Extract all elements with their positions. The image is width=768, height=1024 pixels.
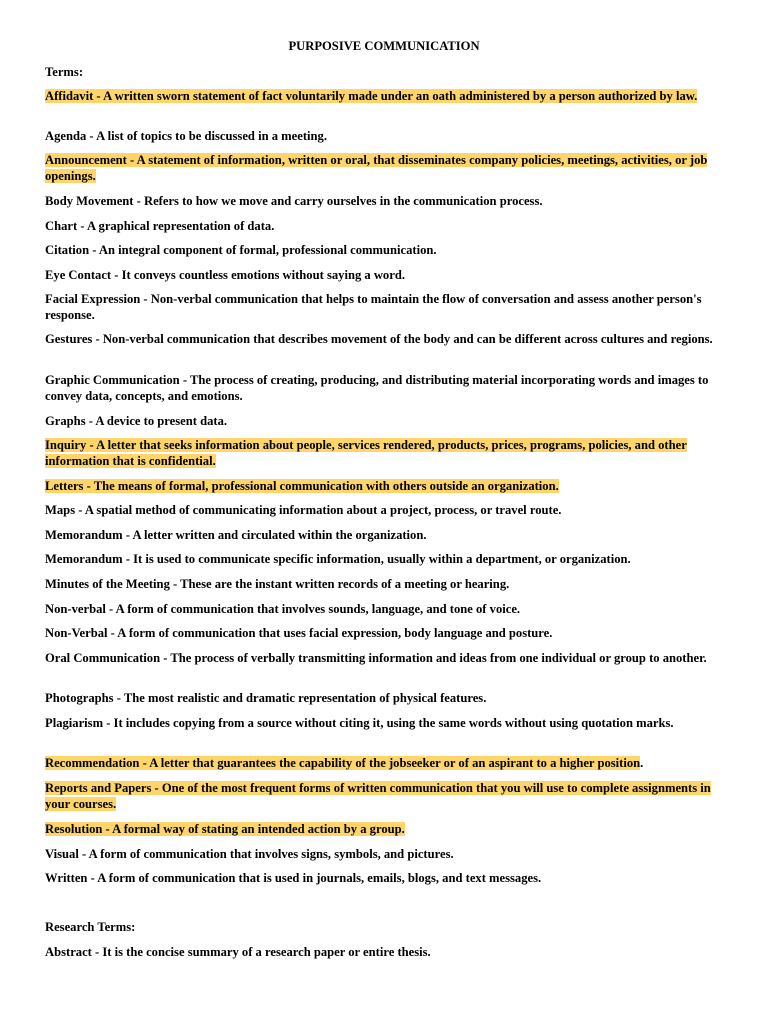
term-entry [45,88,723,104]
term-entry [45,650,723,666]
term-text: Photographs - The most realistic and dramatic representation of physical features. [45,691,487,705]
term-entry [45,413,723,429]
term-text: Minutes of the Meeting - These are the instant written records of a meeting or hearing. [45,577,510,591]
term-entry [45,870,723,886]
term-text: Oral Communication - The process of verbally transmitting information and ideas from one individual or group to another. [45,651,707,665]
term-text: Graphic Communication - The process of creating, producing, and distributing material incorporating words and images to convey data, concepts, and emotions. [45,373,709,403]
research-terms-heading: Research Terms: [45,920,136,934]
term-text: Eye Contact - It conveys countless emotions without saying a word. [45,268,405,282]
term-entry [45,576,723,592]
term-entry [45,193,723,209]
term-text: Letters - The means of formal, professional communication with others outside an organization. [45,479,559,493]
term-text: Facial Expression - Non-verbal communication that helps to maintain the flow of conversation and assess another person's response. [45,292,702,322]
term-entry [45,218,723,234]
term-text: Non-verbal - A form of communication that involves sounds, language, and tone of voice. [45,602,521,616]
term-entry [45,715,723,731]
term-entry [45,601,723,617]
term-entry [45,690,723,706]
term-text: Recommendation - A letter that guarantees the capability of the jobseeker or of an aspirant to a higher position [45,756,641,770]
term-entry [45,780,723,812]
term-entry [45,437,723,469]
term-text: Non-Verbal - A form of communication that uses facial expression, body language and posture. [45,626,553,640]
term-text: Body Movement - Refers to how we move and carry ourselves in the communication process. [45,194,543,208]
term-entry [45,128,723,144]
term-entry [45,372,723,404]
term-entry [45,331,723,347]
term-text: Resolution - A formal way of stating an intended action by a group. [45,822,405,836]
term-entry [45,291,723,323]
term-entry [45,242,723,258]
term-text: Plagiarism - It includes copying from a source without citing it, using the same words without using quotation marks. [45,716,674,730]
term-entry [45,846,723,862]
term-entry [45,152,723,184]
term-text: Maps - A spatial method of communicating information about a project, process, or travel route. [45,503,562,517]
term-text: Announcement - A statement of information, written or oral, that disseminates company policies, meetings, activities, or job openings. [45,153,708,183]
term-text: Affidavit - A written sworn statement of fact voluntarily made under an oath administered by a person authorized by law. [45,89,698,103]
term-entry [45,267,723,283]
term-entry [45,821,723,837]
term-text: Memorandum - It is used to communicate specific information, usually within a department, or organization. [45,552,631,566]
term-entry [45,502,723,518]
term-text: Reports and Papers - One of the most frequent forms of written communication that you will use to complete assignments in your courses. [45,781,711,811]
term-entry [45,478,723,494]
term-entry [45,625,723,641]
term-text: Inquiry - A letter that seeks information about people, services rendered, products, prices, programs, policies, and other information that is confidential. [45,438,687,468]
terms-heading: Terms: [45,65,84,79]
term-text: Citation - An integral component of formal, professional communication. [45,243,437,257]
document-title: PURPOSIVE COMMUNICATION [288,39,480,53]
term-trailing: . [640,756,644,770]
term-text: Abstract - It is the concise summary of a research paper or entire thesis. [45,945,431,959]
term-entry [45,551,723,567]
term-entry [45,527,723,543]
term-text: Written - A form of communication that is used in journals, emails, blogs, and text messages. [45,871,542,885]
research-term-entry [45,944,723,960]
term-entry [45,755,723,771]
term-text: Chart - A graphical representation of data. [45,219,275,233]
term-text: Visual - A form of communication that involves signs, symbols, and pictures. [45,847,454,861]
term-text: Agenda - A list of topics to be discussed in a meeting. [45,129,327,143]
term-text: Memorandum - A letter written and circulated within the organization. [45,528,427,542]
term-text: Gestures - Non-verbal communication that describes movement of the body and can be different across cultures and regions. [45,332,713,346]
term-text: Graphs - A device to present data. [45,414,228,428]
